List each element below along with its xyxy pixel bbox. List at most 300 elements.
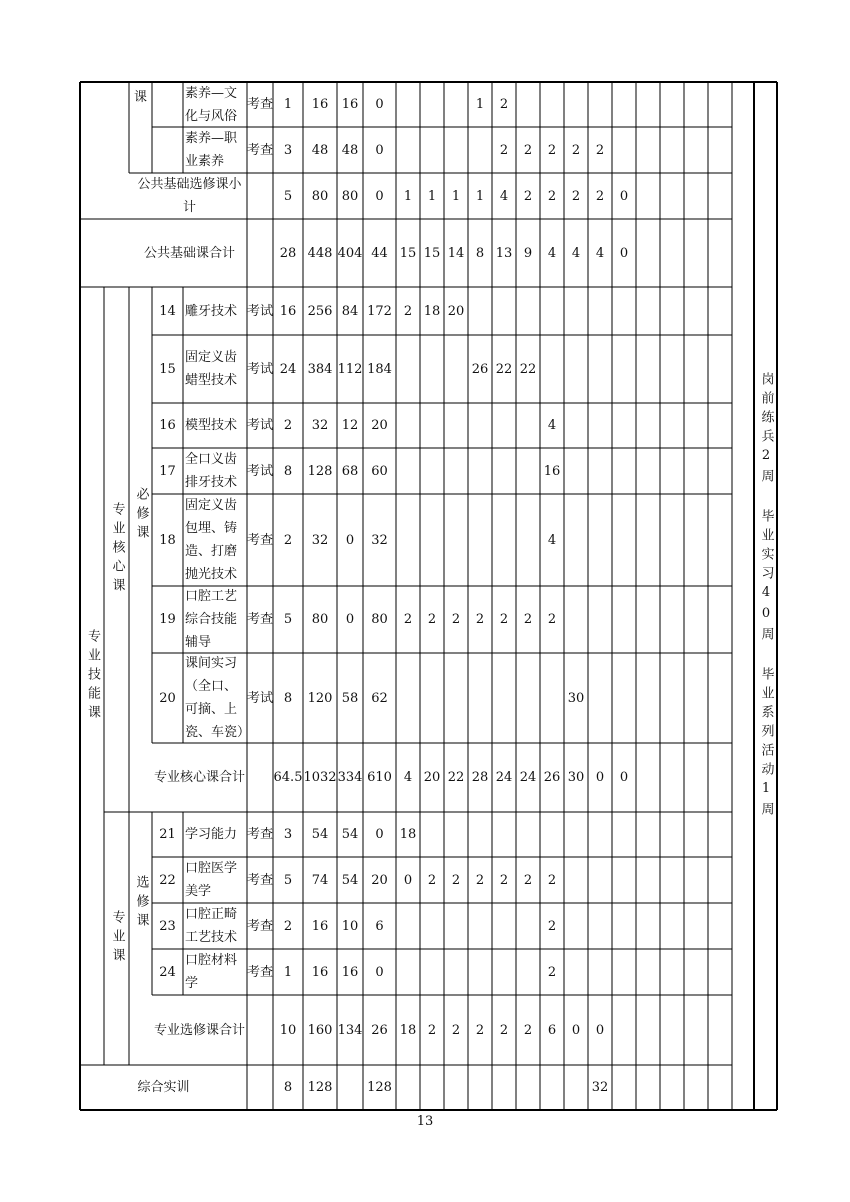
credit-cell: 2 [283, 918, 293, 934]
credit-cell: 8 [283, 690, 293, 706]
course-name-cell: 口腔工艺综合技能辅导 [185, 589, 238, 650]
term-hours-cell: 2 [571, 142, 581, 158]
term-hours-cell [444, 403, 468, 448]
term-hours-cell: 2 [499, 1022, 509, 1038]
term-hours-cell [396, 448, 420, 494]
theory-hours-cell: 404 [337, 245, 363, 261]
term-hours-cell [444, 448, 468, 494]
term-hours-cell: 4 [595, 245, 605, 261]
practice-hours-cell: 172 [367, 303, 392, 319]
total-hours-cell: 16 [311, 97, 329, 112]
term-hours-cell [420, 127, 444, 173]
credit-cell: 1 [283, 97, 293, 112]
total-hours-cell: 16 [311, 918, 329, 934]
term-hours-cell [564, 82, 588, 127]
total-hours-cell: 448 [307, 245, 333, 261]
term-hours-cell [396, 127, 420, 173]
term-hours-cell [588, 494, 612, 586]
term-hours-cell [444, 127, 468, 173]
term-hours-cell [564, 903, 588, 949]
term-hours-cell [468, 949, 492, 995]
course-number-cell: 19 [159, 612, 176, 627]
term-hours-cell [612, 812, 636, 857]
term-hours-cell [444, 903, 468, 949]
term-hours-cell [564, 448, 588, 494]
term-hours-cell [612, 1065, 636, 1110]
course-number-cell: 16 [159, 418, 176, 433]
term-hours-cell [420, 653, 444, 743]
practice-hours-cell: 184 [367, 361, 392, 377]
term-hours-cell [444, 494, 468, 586]
total-hours-cell: 128 [307, 1080, 333, 1095]
term-hours-cell: 2 [475, 1022, 485, 1038]
credit-cell: 28 [279, 245, 297, 261]
term-hours-cell [420, 812, 444, 857]
course-name-cell: 素养—文化与风俗 [185, 85, 238, 124]
term-hours-cell [444, 653, 468, 743]
elective-course-label: 专业课 [109, 910, 125, 967]
assessment-cell: 考试 [247, 418, 274, 433]
term-hours-cell: 30 [567, 690, 585, 706]
term-hours-cell [540, 812, 564, 857]
term-hours-cell: 1 [427, 188, 437, 204]
term-hours-cell: 2 [547, 612, 557, 627]
practice-hours-cell: 6 [375, 918, 384, 934]
total-hours-cell: 128 [307, 463, 333, 479]
term-hours-cell [540, 335, 564, 403]
theory-hours-cell: 10 [341, 918, 359, 934]
term-hours-cell: 18 [423, 303, 441, 319]
term-hours-cell: 18 [399, 1022, 417, 1038]
term-hours-cell: 2 [547, 188, 557, 204]
term-hours-cell: 26 [543, 770, 561, 785]
term-hours-cell: 22 [447, 770, 465, 785]
total-hours-cell: 1032 [303, 770, 337, 785]
term-hours-cell [492, 812, 516, 857]
term-hours-cell: 2 [427, 872, 437, 888]
theory-hours-cell: 80 [341, 188, 359, 204]
term-hours-cell: 15 [423, 245, 441, 261]
course-name-cell: 全口义齿排牙技术 [185, 452, 238, 490]
term-hours-cell: 6 [547, 1022, 557, 1038]
term-hours-cell [468, 1065, 492, 1110]
credit-cell: 2 [283, 532, 293, 548]
major-skills-label: 专业技能课 [85, 628, 100, 724]
term-hours-cell: 2 [523, 1022, 533, 1038]
total-hours-cell: 32 [311, 418, 329, 433]
term-hours-cell [612, 903, 636, 949]
theory-hours-cell: 68 [341, 463, 359, 479]
credit-cell: 8 [283, 1080, 293, 1095]
course-category-cell: 课 [133, 89, 147, 105]
term-hours-cell [588, 903, 612, 949]
term-hours-cell: 2 [547, 964, 557, 980]
term-hours-cell [612, 949, 636, 995]
term-hours-cell [612, 586, 636, 653]
practice-hours-cell: 44 [371, 245, 388, 261]
term-hours-cell: 2 [499, 872, 509, 888]
term-hours-cell [588, 857, 612, 903]
assessment-cell: 考查 [247, 532, 274, 548]
course-name-cell: 口腔正畸工艺技术 [185, 907, 238, 945]
term-hours-cell [516, 82, 540, 127]
practice-hours-cell: 0 [375, 964, 384, 980]
assessment-cell: 考试 [247, 463, 274, 479]
term-hours-cell [612, 335, 636, 403]
term-hours-cell: 22 [519, 361, 537, 377]
term-hours-cell [444, 335, 468, 403]
term-hours-cell [468, 903, 492, 949]
term-hours-cell [612, 995, 636, 1065]
term-hours-cell: 0 [403, 872, 413, 888]
theory-hours-cell: 48 [341, 142, 359, 158]
term-hours-cell [444, 812, 468, 857]
assessment-cell: 考查 [247, 612, 274, 627]
term-hours-cell [420, 494, 444, 586]
term-hours-cell: 2 [523, 142, 533, 158]
theory-hours-cell: 0 [345, 612, 355, 627]
course-name-cell: 固定义齿蜡型技术 [185, 350, 238, 388]
term-hours-cell [564, 1065, 588, 1110]
term-hours-cell [540, 82, 564, 127]
term-hours-cell [468, 494, 492, 586]
term-hours-cell: 32 [591, 1080, 609, 1095]
total-hours-cell: 16 [311, 964, 329, 980]
term-hours-cell: 30 [567, 770, 585, 785]
term-hours-cell [612, 82, 636, 127]
term-hours-cell [588, 287, 612, 335]
term-hours-cell [468, 287, 492, 335]
side-note: 岗前练兵2周 毕业实习40周 毕业系列活动1周 [758, 371, 774, 821]
term-hours-cell [516, 653, 540, 743]
term-hours-cell [444, 82, 468, 127]
term-hours-cell [492, 287, 516, 335]
credit-cell: 5 [283, 188, 293, 204]
term-hours-cell [516, 949, 540, 995]
term-hours-cell [492, 949, 516, 995]
term-hours-cell: 26 [471, 361, 489, 377]
term-hours-cell [492, 653, 516, 743]
term-hours-cell: 1 [475, 97, 485, 112]
term-hours-cell: 2 [595, 188, 605, 204]
term-hours-cell [396, 949, 420, 995]
term-hours-cell: 9 [523, 245, 533, 261]
page-number: 13 [416, 1114, 434, 1129]
term-hours-cell [612, 287, 636, 335]
assessment-cell: 考查 [247, 142, 274, 158]
term-hours-cell: 1 [475, 188, 485, 204]
term-hours-cell: 24 [495, 770, 513, 785]
total-hours-cell: 160 [307, 1022, 333, 1038]
assessment-cell: 考查 [247, 97, 274, 112]
course-number-cell: 17 [159, 463, 176, 479]
term-hours-cell [420, 1065, 444, 1110]
term-hours-cell: 0 [595, 1022, 605, 1038]
term-hours-cell [420, 335, 444, 403]
term-hours-cell: 4 [571, 245, 581, 261]
course-name-cell: 雕牙技术 [185, 303, 238, 319]
term-hours-cell [468, 403, 492, 448]
term-hours-cell [516, 403, 540, 448]
term-hours-cell: 0 [571, 1022, 581, 1038]
subtotal-name-cell: 专业核心课合计 [153, 770, 245, 785]
assessment-cell: 考试 [247, 361, 274, 377]
term-hours-cell: 2 [451, 872, 461, 888]
term-hours-cell [492, 403, 516, 448]
theory-hours-cell: 0 [345, 532, 355, 548]
term-hours-cell [588, 403, 612, 448]
term-hours-cell: 4 [403, 770, 413, 785]
elective-type-label: 选修课 [133, 875, 149, 932]
term-hours-cell [588, 82, 612, 127]
total-hours-cell: 120 [307, 690, 333, 706]
course-number-cell: 23 [159, 918, 176, 934]
total-hours-cell: 80 [311, 612, 329, 627]
term-hours-cell: 0 [619, 770, 629, 785]
total-hours-cell: 54 [311, 827, 329, 842]
term-hours-cell: 4 [547, 418, 557, 433]
total-hours-cell: 74 [311, 872, 329, 888]
practice-hours-cell: 0 [375, 188, 384, 204]
practice-hours-cell: 80 [371, 612, 388, 627]
term-hours-cell: 22 [495, 361, 513, 377]
term-hours-cell: 0 [619, 245, 629, 261]
credit-cell: 24 [279, 361, 297, 377]
term-hours-cell: 2 [523, 612, 533, 627]
course-number-cell: 24 [159, 964, 176, 980]
theory-hours-cell: 334 [337, 770, 363, 785]
total-hours-cell: 80 [311, 188, 329, 204]
assessment-cell: 考试 [247, 303, 274, 319]
term-hours-cell [588, 335, 612, 403]
assessment-cell: 考试 [247, 690, 274, 706]
term-hours-cell: 14 [447, 245, 465, 261]
term-hours-cell [516, 812, 540, 857]
practice-hours-cell: 20 [371, 418, 388, 433]
assessment-cell: 考查 [247, 872, 274, 888]
term-hours-cell: 18 [399, 827, 417, 842]
term-hours-cell [612, 403, 636, 448]
total-hours-cell: 256 [307, 303, 333, 319]
subtotal-name-cell: 公共基础课合计 [143, 245, 235, 261]
term-hours-cell: 24 [519, 770, 537, 785]
assessment-cell: 考查 [247, 827, 274, 842]
term-hours-cell [564, 287, 588, 335]
term-hours-cell [396, 403, 420, 448]
term-hours-cell: 2 [547, 142, 557, 158]
term-hours-cell: 4 [547, 532, 557, 548]
term-hours-cell [420, 82, 444, 127]
term-hours-cell [492, 494, 516, 586]
course-name-cell: 学习能力 [185, 827, 238, 842]
term-hours-cell [564, 586, 588, 653]
term-hours-cell: 20 [447, 303, 465, 319]
term-hours-cell [564, 335, 588, 403]
credit-cell: 1 [283, 964, 293, 980]
theory-hours-cell: 12 [341, 418, 359, 433]
term-hours-cell [468, 127, 492, 173]
assessment-cell: 考查 [247, 964, 274, 980]
course-number-cell: 22 [159, 872, 176, 888]
term-hours-cell [492, 448, 516, 494]
theory-hours-cell: 16 [341, 964, 359, 980]
term-hours-cell [516, 1065, 540, 1110]
practice-hours-cell: 0 [375, 97, 384, 112]
term-hours-cell [612, 127, 636, 173]
term-hours-cell: 0 [595, 770, 605, 785]
term-hours-cell: 2 [499, 97, 509, 112]
term-hours-cell [588, 448, 612, 494]
term-hours-cell [420, 949, 444, 995]
practice-hours-cell: 128 [367, 1080, 392, 1095]
theory-hours-cell: 16 [341, 97, 359, 112]
term-hours-cell [468, 812, 492, 857]
term-hours-cell: 2 [451, 1022, 461, 1038]
theory-hours-cell: 112 [337, 361, 363, 377]
term-hours-cell [588, 586, 612, 653]
term-hours-cell [444, 1065, 468, 1110]
credit-cell: 3 [283, 827, 293, 842]
term-hours-cell: 2 [475, 612, 485, 627]
term-hours-cell: 13 [495, 245, 513, 261]
term-hours-cell [564, 494, 588, 586]
term-hours-cell: 2 [499, 142, 509, 158]
term-hours-cell: 16 [543, 463, 561, 479]
term-hours-cell: 2 [451, 612, 461, 627]
course-name-cell: 课间实习（全口、可摘、上瓷、车瓷） [185, 656, 251, 740]
course-number-cell: 14 [159, 303, 176, 319]
term-hours-cell [540, 287, 564, 335]
theory-hours-cell: 134 [337, 1022, 363, 1038]
practice-hours-cell: 20 [371, 872, 388, 888]
term-hours-cell [516, 903, 540, 949]
theory-hours-cell: 84 [341, 303, 359, 319]
term-hours-cell [420, 903, 444, 949]
assessment-cell: 考查 [247, 918, 274, 934]
theory-hours-cell: 58 [341, 690, 359, 706]
term-hours-cell: 2 [427, 1022, 437, 1038]
subtotal-name-cell: 公共基础选修课小计 [137, 177, 242, 215]
credit-cell: 16 [279, 303, 297, 319]
term-hours-cell [492, 903, 516, 949]
credit-cell: 5 [283, 872, 293, 888]
practice-hours-cell: 62 [371, 690, 388, 706]
term-hours-cell [564, 857, 588, 903]
term-hours-cell [540, 653, 564, 743]
term-hours-cell [516, 494, 540, 586]
theory-hours-cell: 54 [341, 872, 359, 888]
practice-hours-cell: 610 [367, 770, 392, 785]
term-hours-cell [516, 287, 540, 335]
course-number-cell: 15 [159, 361, 176, 377]
term-hours-cell [444, 949, 468, 995]
course-number-cell: 20 [159, 690, 176, 706]
term-hours-cell [564, 403, 588, 448]
course-name-cell: 素养—职业素养 [185, 131, 238, 169]
term-hours-cell: 2 [523, 872, 533, 888]
practice-hours-cell: 32 [371, 532, 388, 548]
theory-hours-cell: 54 [341, 827, 359, 842]
credit-cell: 64.5 [273, 770, 303, 785]
term-hours-cell: 1 [451, 188, 461, 204]
subtotal-name-cell: 专业选修课合计 [153, 1022, 245, 1038]
term-hours-cell [588, 949, 612, 995]
term-hours-cell [468, 653, 492, 743]
term-hours-cell [612, 857, 636, 903]
credit-cell: 8 [283, 463, 293, 479]
term-hours-cell: 2 [475, 872, 485, 888]
term-hours-cell: 1 [403, 188, 413, 204]
credit-cell: 3 [283, 142, 293, 158]
term-hours-cell: 28 [471, 770, 489, 785]
term-hours-cell [420, 403, 444, 448]
total-hours-cell: 32 [311, 532, 329, 548]
term-hours-cell: 2 [547, 872, 557, 888]
term-hours-cell [588, 653, 612, 743]
practice-hours-cell: 60 [371, 463, 388, 479]
term-hours-cell [396, 653, 420, 743]
term-hours-cell [588, 812, 612, 857]
term-hours-cell [564, 812, 588, 857]
practice-hours-cell: 26 [371, 1022, 388, 1038]
term-hours-cell: 0 [619, 188, 629, 204]
term-hours-cell: 4 [547, 245, 557, 261]
term-hours-cell [420, 448, 444, 494]
credit-cell: 2 [283, 418, 293, 433]
term-hours-cell: 15 [399, 245, 417, 261]
theory-hours-cell [337, 1065, 363, 1110]
term-hours-cell: 2 [571, 188, 581, 204]
course-number-cell: 18 [159, 532, 176, 548]
term-hours-cell [612, 494, 636, 586]
total-hours-cell: 384 [307, 361, 333, 377]
term-hours-cell [612, 448, 636, 494]
course-number-cell: 21 [159, 827, 176, 842]
term-hours-cell: 4 [499, 188, 509, 204]
term-hours-cell [564, 949, 588, 995]
course-name-cell: 模型技术 [185, 418, 238, 433]
course-name-cell: 口腔材料学 [185, 953, 238, 991]
credit-cell: 5 [283, 612, 293, 627]
core-course-label: 专业核心课 [109, 502, 125, 597]
term-hours-cell: 20 [423, 770, 441, 785]
practice-hours-cell: 0 [375, 827, 384, 842]
required-course-label: 必修课 [133, 486, 149, 544]
term-hours-cell [396, 494, 420, 586]
term-hours-cell [540, 1065, 564, 1110]
term-hours-cell: 2 [403, 612, 413, 627]
term-hours-cell [612, 653, 636, 743]
term-hours-cell [396, 1065, 420, 1110]
term-hours-cell: 2 [499, 612, 509, 627]
term-hours-cell: 8 [475, 245, 485, 261]
practice-hours-cell: 0 [375, 142, 384, 158]
term-hours-cell: 2 [403, 303, 413, 319]
term-hours-cell [396, 335, 420, 403]
term-hours-cell: 2 [547, 918, 557, 934]
term-hours-cell: 2 [427, 612, 437, 627]
course-name-cell: 口腔医学美学 [185, 861, 238, 899]
total-hours-cell: 48 [311, 142, 329, 158]
course-name-cell: 固定义齿包埋、铸造、打磨抛光技术 [185, 498, 238, 582]
term-hours-cell: 2 [523, 188, 533, 204]
term-hours-cell [468, 448, 492, 494]
term-hours-cell [396, 82, 420, 127]
term-hours-cell: 2 [595, 142, 605, 158]
term-hours-cell [492, 1065, 516, 1110]
credit-cell: 10 [279, 1022, 297, 1038]
term-hours-cell [516, 448, 540, 494]
